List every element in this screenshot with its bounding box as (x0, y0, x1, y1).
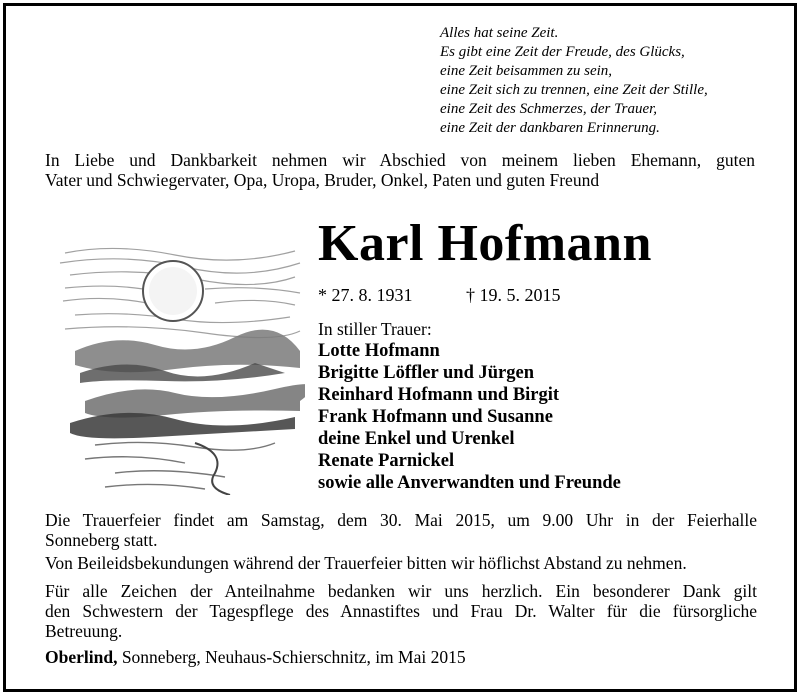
poem-line: Es gibt eine Zeit der Freude, des Glücks, (440, 44, 685, 60)
life-dates (318, 284, 561, 306)
mourner-name: Renate Parnickel (318, 451, 455, 471)
intro-line-1: In Liebe und Dankbarkeit nehmen wir Abschied von meinem lieben Ehemann, guten (45, 150, 755, 170)
mourner-name: deine Enkel und Urenkel (318, 429, 515, 449)
mourner-name: Frank Hofmann und Susanne (318, 407, 553, 427)
condolence-paragraph: Von Beileidsbekundungen während der Trauerfeier bitten wir höflichst Abstand zu nehmen. (45, 553, 687, 573)
thanks-line-1: Für alle Zeichen der Anteilnahme bedanken wir uns herzlich. Ein besonderer Dank gilt (45, 581, 757, 601)
poem-line: eine Zeit der dankbaren Erinnerung. (440, 120, 660, 136)
mourner-name: sowie alle Anverwandten und Freunde (318, 473, 621, 493)
mourner-name: Reinhard Hofmann und Birgit (318, 385, 560, 405)
ceremony-paragraph (45, 510, 757, 550)
thanks-line-3: Betreuung. (45, 621, 123, 641)
mourners-section (318, 318, 621, 494)
ceremony-line-1: Die Trauerfeier findet am Samstag, dem 30. Mai 2015, um 9.00 Uhr in der Feierhalle (45, 510, 757, 530)
intro-line-2: Vater und Schwiegervater, Opa, Uropa, Bruder, Onkel, Paten und guten Freund (45, 170, 600, 190)
closing-line (45, 647, 466, 667)
landscape-sun-illustration (55, 233, 305, 495)
mourner-list (318, 340, 621, 494)
poem-line: eine Zeit sich zu trennen, eine Zeit der Stille, (440, 82, 708, 98)
mourning-label: In stiller Trauer: (318, 319, 432, 339)
closing-place: Oberlind, (45, 647, 118, 667)
poem-line: eine Zeit des Schmerzes, der Trauer, (440, 101, 658, 117)
mourner-name: Lotte Hofmann (318, 341, 440, 361)
thanks-line-2: den Schwestern der Tagespflege des Annastiftes und Frau Dr. Walter für die fürsorgliche (45, 601, 757, 621)
intro-text (45, 150, 755, 190)
deceased-name: Karl Hofmann (318, 215, 652, 272)
ceremony-line-2: Sonneberg statt. (45, 530, 158, 550)
poem-line: eine Zeit beisammen zu sein, (440, 63, 613, 79)
poem-line: Alles hat seine Zeit. (440, 25, 559, 41)
birth-date: * 27. 8. 1931 (318, 285, 413, 305)
thanks-paragraph (45, 581, 757, 641)
mourner-name: Brigitte Löffler und Jürgen (318, 363, 534, 383)
poem (440, 24, 770, 138)
closing-rest: Sonneberg, Neuhaus-Schierschnitz, im Mai 2015 (117, 647, 466, 667)
death-date: † 19. 5. 2015 (466, 285, 561, 305)
